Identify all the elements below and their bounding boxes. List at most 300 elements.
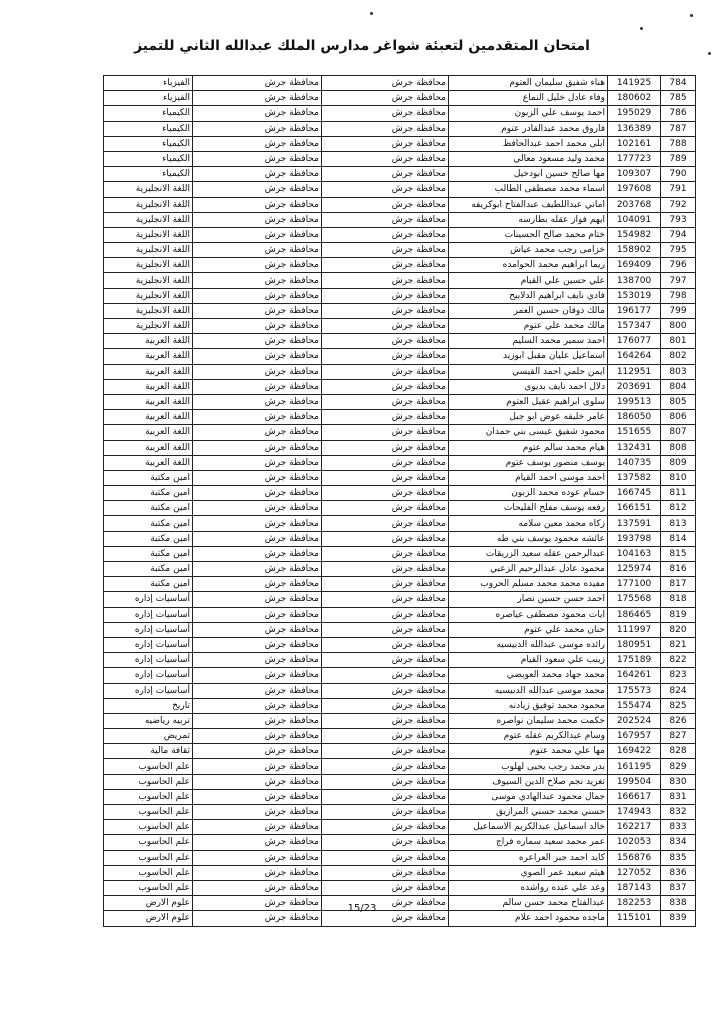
- directorate-cell: محافظة جرش: [193, 653, 322, 668]
- table-row: [104, 364, 696, 379]
- candidate-name-cell: اماني عبداللطيف عبدالفتاح ابوكريفه: [449, 197, 608, 212]
- governorate-cell: محافظة جرش: [322, 379, 449, 394]
- candidate-id-cell: 112951: [608, 364, 661, 379]
- row-number-cell: 791: [661, 182, 696, 197]
- subject-cell: أساسيات إداره: [104, 592, 193, 607]
- scan-speck-1: [370, 12, 373, 15]
- governorate-cell: محافظة جرش: [322, 789, 449, 804]
- directorate-cell: محافظة جرش: [193, 394, 322, 409]
- subject-cell: امين مكتبة: [104, 562, 193, 577]
- directorate-cell: محافظة جرش: [193, 562, 322, 577]
- table-body: [104, 76, 696, 927]
- row-number-cell: 789: [661, 151, 696, 166]
- subject-cell: علم الحاسوب: [104, 774, 193, 789]
- candidate-id-cell: 175573: [608, 683, 661, 698]
- table-row: [104, 744, 696, 759]
- directorate-cell: محافظة جرش: [193, 288, 322, 303]
- row-number-cell: 816: [661, 562, 696, 577]
- row-number-cell: 797: [661, 273, 696, 288]
- candidate-name-cell: حكمت محمد سليمان نواصره: [449, 713, 608, 728]
- candidate-name-cell: حنان محمد علي عتوم: [449, 622, 608, 637]
- candidate-name-cell: محمد وليد مسعود معالي: [449, 151, 608, 166]
- directorate-cell: محافظة جرش: [193, 744, 322, 759]
- subject-cell: الكيمياء: [104, 167, 193, 182]
- governorate-cell: محافظة جرش: [322, 91, 449, 106]
- candidate-id-cell: 162217: [608, 820, 661, 835]
- candidate-name-cell: فاروق محمد عبدالقادر عتوم: [449, 121, 608, 136]
- table-row: [104, 820, 696, 835]
- table-row: [104, 516, 696, 531]
- row-number-cell: 835: [661, 850, 696, 865]
- candidate-id-cell: 109307: [608, 167, 661, 182]
- row-number-cell: 785: [661, 91, 696, 106]
- candidate-id-cell: 166745: [608, 486, 661, 501]
- table-row: [104, 789, 696, 804]
- candidate-id-cell: 203691: [608, 379, 661, 394]
- candidate-id-cell: 195029: [608, 106, 661, 121]
- governorate-cell: محافظة جرش: [322, 668, 449, 683]
- candidate-name-cell: عامر خليفه عوض ابو جبل: [449, 410, 608, 425]
- row-number-cell: 801: [661, 334, 696, 349]
- table-row: [104, 167, 696, 182]
- candidate-name-cell: عبدالفتاح محمد حسن سالم: [449, 896, 608, 911]
- governorate-cell: محافظة جرش: [322, 713, 449, 728]
- subject-cell: اللغة الانجليزية: [104, 212, 193, 227]
- subject-cell: اللغة الانجليزية: [104, 243, 193, 258]
- candidate-id-cell: 187143: [608, 880, 661, 895]
- directorate-cell: محافظة جرش: [193, 364, 322, 379]
- directorate-cell: محافظة جرش: [193, 227, 322, 242]
- table-row: [104, 455, 696, 470]
- directorate-cell: محافظة جرش: [193, 713, 322, 728]
- candidate-id-cell: 104091: [608, 212, 661, 227]
- candidate-name-cell: دلال احمد نايف بديوي: [449, 379, 608, 394]
- subject-cell: علوم الارض: [104, 896, 193, 911]
- directorate-cell: محافظة جرش: [193, 258, 322, 273]
- row-number-cell: 830: [661, 774, 696, 789]
- row-number-cell: 814: [661, 531, 696, 546]
- row-number-cell: 788: [661, 136, 696, 151]
- table-row: [104, 303, 696, 318]
- governorate-cell: محافظة جرش: [322, 653, 449, 668]
- directorate-cell: محافظة جرش: [193, 850, 322, 865]
- table-row: [104, 562, 696, 577]
- row-number-cell: 790: [661, 167, 696, 182]
- governorate-cell: محافظة جرش: [322, 486, 449, 501]
- governorate-cell: محافظة جرش: [322, 349, 449, 364]
- candidate-id-cell: 102161: [608, 136, 661, 151]
- row-number-cell: 812: [661, 501, 696, 516]
- directorate-cell: محافظة جرش: [193, 167, 322, 182]
- row-number-cell: 807: [661, 425, 696, 440]
- subject-cell: علم الحاسوب: [104, 835, 193, 850]
- row-number-cell: 795: [661, 243, 696, 258]
- subject-cell: اللغة الانجليزية: [104, 182, 193, 197]
- candidate-id-cell: 202524: [608, 713, 661, 728]
- governorate-cell: محافظة جرش: [322, 197, 449, 212]
- directorate-cell: محافظة جرش: [193, 683, 322, 698]
- candidate-name-cell: احمد حسن حسين نصار: [449, 592, 608, 607]
- row-number-cell: 818: [661, 592, 696, 607]
- candidate-name-cell: احمد موسى احمد القيام: [449, 470, 608, 485]
- row-number-cell: 806: [661, 410, 696, 425]
- candidate-name-cell: مفيده محمد محمد مسلم الحروب: [449, 577, 608, 592]
- candidates-table: [103, 75, 696, 927]
- candidate-id-cell: 199513: [608, 394, 661, 409]
- candidate-name-cell: حسني محمد حسني المرازيق: [449, 805, 608, 820]
- candidate-id-cell: 127052: [608, 865, 661, 880]
- candidate-id-cell: 156876: [608, 850, 661, 865]
- governorate-cell: محافظة جرش: [322, 501, 449, 516]
- candidate-name-cell: علي حسين علي القيام: [449, 273, 608, 288]
- directorate-cell: محافظة جرش: [193, 805, 322, 820]
- table-row: [104, 592, 696, 607]
- governorate-cell: محافظة جرش: [322, 744, 449, 759]
- candidate-name-cell: محمود شفيق عيسى بني حمدان: [449, 425, 608, 440]
- directorate-cell: محافظة جرش: [193, 546, 322, 561]
- candidate-name-cell: حسام عوده محمد الزبون: [449, 486, 608, 501]
- governorate-cell: محافظة جرش: [322, 394, 449, 409]
- candidate-name-cell: هيثم سعيد عمر الصوي: [449, 865, 608, 880]
- directorate-cell: محافظة جرش: [193, 865, 322, 880]
- candidate-id-cell: 151655: [608, 425, 661, 440]
- row-number-cell: 836: [661, 865, 696, 880]
- candidate-name-cell: ريما ابراهيم محمد الحوامده: [449, 258, 608, 273]
- candidate-id-cell: 157347: [608, 319, 661, 334]
- candidate-id-cell: 104163: [608, 546, 661, 561]
- subject-cell: اللغة العربية: [104, 425, 193, 440]
- subject-cell: أساسيات إداره: [104, 607, 193, 622]
- subject-cell: امين مكتبة: [104, 577, 193, 592]
- governorate-cell: محافظة جرش: [322, 622, 449, 637]
- candidate-id-cell: 138700: [608, 273, 661, 288]
- table-row: [104, 880, 696, 895]
- row-number-cell: 792: [661, 197, 696, 212]
- row-number-cell: 815: [661, 546, 696, 561]
- directorate-cell: محافظة جرش: [193, 379, 322, 394]
- candidate-id-cell: 137591: [608, 516, 661, 531]
- row-number-cell: 817: [661, 577, 696, 592]
- table-row: [104, 334, 696, 349]
- candidate-name-cell: وفاء عادل خليل النماع: [449, 91, 608, 106]
- candidate-name-cell: كايد احمد جبر العراعره: [449, 850, 608, 865]
- table-row: [104, 349, 696, 364]
- candidate-name-cell: يوسف منصور يوسف عتوم: [449, 455, 608, 470]
- subject-cell: امين مكتبة: [104, 501, 193, 516]
- row-number-cell: 833: [661, 820, 696, 835]
- table-row: [104, 76, 696, 91]
- candidate-id-cell: 161195: [608, 759, 661, 774]
- subject-cell: أساسيات إداره: [104, 622, 193, 637]
- directorate-cell: محافظة جرش: [193, 911, 322, 926]
- row-number-cell: 793: [661, 212, 696, 227]
- candidate-id-cell: 166617: [608, 789, 661, 804]
- candidate-id-cell: 176077: [608, 334, 661, 349]
- candidate-id-cell: 153019: [608, 288, 661, 303]
- table-row: [104, 182, 696, 197]
- directorate-cell: محافظة جرش: [193, 470, 322, 485]
- subject-cell: امين مكتبة: [104, 516, 193, 531]
- candidate-name-cell: محمود عادل عبدالرحيم الزعبي: [449, 562, 608, 577]
- governorate-cell: محافظة جرش: [322, 592, 449, 607]
- candidate-id-cell: 174943: [608, 805, 661, 820]
- governorate-cell: محافظة جرش: [322, 805, 449, 820]
- directorate-cell: محافظة جرش: [193, 455, 322, 470]
- row-number-cell: 799: [661, 303, 696, 318]
- subject-cell: علوم الارض: [104, 911, 193, 926]
- candidate-name-cell: ايمن حلمي احمد القيسي: [449, 364, 608, 379]
- table-row: [104, 319, 696, 334]
- governorate-cell: محافظة جرش: [322, 243, 449, 258]
- table-row: [104, 698, 696, 713]
- candidate-name-cell: ماجده محمود احمد علام: [449, 911, 608, 926]
- governorate-cell: محافظة جرش: [322, 516, 449, 531]
- governorate-cell: محافظة جرش: [322, 546, 449, 561]
- directorate-cell: محافظة جرش: [193, 151, 322, 166]
- row-number-cell: 839: [661, 911, 696, 926]
- governorate-cell: محافظة جرش: [322, 258, 449, 273]
- directorate-cell: محافظة جرش: [193, 637, 322, 652]
- row-number-cell: 825: [661, 698, 696, 713]
- candidate-name-cell: ختام محمد صالح الحسينات: [449, 227, 608, 242]
- subject-cell: اللغة الانجليزية: [104, 197, 193, 212]
- table-row: [104, 136, 696, 151]
- directorate-cell: محافظة جرش: [193, 349, 322, 364]
- subject-cell: اللغة العربية: [104, 349, 193, 364]
- subject-cell: اللغة الانجليزية: [104, 319, 193, 334]
- candidate-name-cell: ايات محمود مصطفى عياصره: [449, 607, 608, 622]
- subject-cell: امين مكتبة: [104, 546, 193, 561]
- governorate-cell: محافظة جرش: [322, 759, 449, 774]
- subject-cell: امين مكتبة: [104, 486, 193, 501]
- governorate-cell: محافظة جرش: [322, 121, 449, 136]
- row-number-cell: 824: [661, 683, 696, 698]
- governorate-cell: محافظة جرش: [322, 319, 449, 334]
- candidate-id-cell: 136389: [608, 121, 661, 136]
- candidate-id-cell: 197608: [608, 182, 661, 197]
- candidate-name-cell: عائشه محمود يوسف بني طه: [449, 531, 608, 546]
- candidate-id-cell: 132431: [608, 440, 661, 455]
- subject-cell: تربيه رياضيه: [104, 713, 193, 728]
- governorate-cell: محافظة جرش: [322, 273, 449, 288]
- directorate-cell: محافظة جرش: [193, 334, 322, 349]
- governorate-cell: محافظة جرش: [322, 425, 449, 440]
- table-row: [104, 121, 696, 136]
- candidate-id-cell: 196177: [608, 303, 661, 318]
- directorate-cell: محافظة جرش: [193, 592, 322, 607]
- table-row: [104, 379, 696, 394]
- table-row: [104, 273, 696, 288]
- table-row: [104, 683, 696, 698]
- governorate-cell: محافظة جرش: [322, 136, 449, 151]
- table-row: [104, 106, 696, 121]
- candidate-id-cell: 169409: [608, 258, 661, 273]
- row-number-cell: 832: [661, 805, 696, 820]
- subject-cell: الفيزياء: [104, 76, 193, 91]
- governorate-cell: محافظة جرش: [322, 167, 449, 182]
- candidate-id-cell: 102053: [608, 835, 661, 850]
- candidate-name-cell: اسماء محمد مصطفى الطالب: [449, 182, 608, 197]
- governorate-cell: محافظة جرش: [322, 288, 449, 303]
- candidate-name-cell: عمر محمد سعيد سماره فراج: [449, 835, 608, 850]
- candidate-name-cell: احمد يوسف علي الزبون: [449, 106, 608, 121]
- candidate-name-cell: ايهم فواز عقله بطارسه: [449, 212, 608, 227]
- row-number-cell: 834: [661, 835, 696, 850]
- candidate-id-cell: 182253: [608, 896, 661, 911]
- candidate-id-cell: 186465: [608, 607, 661, 622]
- subject-cell: علم الحاسوب: [104, 865, 193, 880]
- governorate-cell: محافظة جرش: [322, 151, 449, 166]
- candidate-name-cell: رائده موسى عبدالله الدبيسيه: [449, 637, 608, 652]
- candidate-id-cell: 199504: [608, 774, 661, 789]
- candidate-id-cell: 180602: [608, 91, 661, 106]
- table-row: [104, 440, 696, 455]
- subject-cell: علم الحاسوب: [104, 880, 193, 895]
- table-row: [104, 546, 696, 561]
- candidate-name-cell: خالد اسماعيل عبدالكريم الاسماعيل: [449, 820, 608, 835]
- candidate-id-cell: 137582: [608, 470, 661, 485]
- candidate-id-cell: 125974: [608, 562, 661, 577]
- subject-cell: علم الحاسوب: [104, 789, 193, 804]
- row-number-cell: 784: [661, 76, 696, 91]
- table-row: [104, 850, 696, 865]
- table-row: [104, 865, 696, 880]
- row-number-cell: 805: [661, 394, 696, 409]
- candidate-id-cell: 166151: [608, 501, 661, 516]
- governorate-cell: محافظة جرش: [322, 774, 449, 789]
- row-number-cell: 828: [661, 744, 696, 759]
- subject-cell: اللغة الانجليزية: [104, 258, 193, 273]
- governorate-cell: محافظة جرش: [322, 227, 449, 242]
- row-number-cell: 823: [661, 668, 696, 683]
- governorate-cell: محافظة جرش: [322, 896, 449, 911]
- directorate-cell: محافظة جرش: [193, 76, 322, 91]
- candidate-name-cell: احمد سمير محمد السليم: [449, 334, 608, 349]
- table-row: [104, 288, 696, 303]
- governorate-cell: محافظة جرش: [322, 562, 449, 577]
- directorate-cell: محافظة جرش: [193, 729, 322, 744]
- directorate-cell: محافظة جرش: [193, 501, 322, 516]
- directorate-cell: محافظة جرش: [193, 121, 322, 136]
- candidate-id-cell: 164264: [608, 349, 661, 364]
- row-number-cell: 811: [661, 486, 696, 501]
- subject-cell: أساسيات إداره: [104, 668, 193, 683]
- governorate-cell: محافظة جرش: [322, 850, 449, 865]
- directorate-cell: محافظة جرش: [193, 835, 322, 850]
- directorate-cell: محافظة جرش: [193, 136, 322, 151]
- subject-cell: علم الحاسوب: [104, 805, 193, 820]
- table-row: [104, 197, 696, 212]
- subject-cell: اللغة العربية: [104, 394, 193, 409]
- candidate-id-cell: 177723: [608, 151, 661, 166]
- directorate-cell: محافظة جرش: [193, 486, 322, 501]
- row-number-cell: 819: [661, 607, 696, 622]
- candidate-name-cell: ابلى محمد احمد عبدالحافظ: [449, 136, 608, 151]
- directorate-cell: محافظة جرش: [193, 91, 322, 106]
- candidate-id-cell: 140735: [608, 455, 661, 470]
- table-row: [104, 258, 696, 273]
- row-number-cell: 802: [661, 349, 696, 364]
- directorate-cell: محافظة جرش: [193, 303, 322, 318]
- table-row: [104, 835, 696, 850]
- governorate-cell: محافظة جرش: [322, 835, 449, 850]
- table-row: [104, 759, 696, 774]
- row-number-cell: 838: [661, 896, 696, 911]
- candidate-name-cell: اسماعيل عليان مقبل ابوزيد: [449, 349, 608, 364]
- subject-cell: تمريض: [104, 729, 193, 744]
- directorate-cell: محافظة جرش: [193, 880, 322, 895]
- governorate-cell: محافظة جرش: [322, 577, 449, 592]
- subject-cell: أساسيات إداره: [104, 683, 193, 698]
- candidate-name-cell: رفعه يوسف مفلح الفليحات: [449, 501, 608, 516]
- page-number: 15/23: [347, 903, 377, 914]
- row-number-cell: 808: [661, 440, 696, 455]
- governorate-cell: محافظة جرش: [322, 76, 449, 91]
- table-row: [104, 622, 696, 637]
- candidate-id-cell: 169422: [608, 744, 661, 759]
- subject-cell: الفيزياء: [104, 91, 193, 106]
- directorate-cell: محافظة جرش: [193, 698, 322, 713]
- table-row: [104, 729, 696, 744]
- governorate-cell: محافظة جرش: [322, 470, 449, 485]
- row-number-cell: 809: [661, 455, 696, 470]
- subject-cell: امين مكتبة: [104, 470, 193, 485]
- table-row: [104, 243, 696, 258]
- candidate-id-cell: 164261: [608, 668, 661, 683]
- directorate-cell: محافظة جرش: [193, 774, 322, 789]
- subject-cell: تاريخ: [104, 698, 193, 713]
- row-number-cell: 821: [661, 637, 696, 652]
- row-number-cell: 786: [661, 106, 696, 121]
- candidate-name-cell: هيام محمد سالم عتوم: [449, 440, 608, 455]
- table-row: [104, 805, 696, 820]
- governorate-cell: محافظة جرش: [322, 865, 449, 880]
- candidate-name-cell: وسام عبدالكريم عقله عتوم: [449, 729, 608, 744]
- subject-cell: اللغة العربية: [104, 379, 193, 394]
- row-number-cell: 827: [661, 729, 696, 744]
- governorate-cell: محافظة جرش: [322, 303, 449, 318]
- directorate-cell: محافظة جرش: [193, 531, 322, 546]
- directorate-cell: محافظة جرش: [193, 425, 322, 440]
- directorate-cell: محافظة جرش: [193, 440, 322, 455]
- governorate-cell: محافظة جرش: [322, 531, 449, 546]
- row-number-cell: 829: [661, 759, 696, 774]
- table-row: [104, 394, 696, 409]
- candidate-name-cell: وعد علي عبده رواشده: [449, 880, 608, 895]
- subject-cell: اللغة العربية: [104, 455, 193, 470]
- candidate-name-cell: تغريد نجم صلاح الدين السيوف: [449, 774, 608, 789]
- candidate-id-cell: 115101: [608, 911, 661, 926]
- governorate-cell: محافظة جرش: [322, 212, 449, 227]
- directorate-cell: محافظة جرش: [193, 759, 322, 774]
- row-number-cell: 826: [661, 713, 696, 728]
- directorate-cell: محافظة جرش: [193, 243, 322, 258]
- row-number-cell: 796: [661, 258, 696, 273]
- table-row: [104, 486, 696, 501]
- candidate-id-cell: 193798: [608, 531, 661, 546]
- candidate-id-cell: 175189: [608, 653, 661, 668]
- candidate-name-cell: بدر محمد رجب يحيى لهلوب: [449, 759, 608, 774]
- subject-cell: اللغة الانجليزية: [104, 273, 193, 288]
- governorate-cell: محافظة جرش: [322, 106, 449, 121]
- directorate-cell: محافظة جرش: [193, 197, 322, 212]
- governorate-cell: محافظة جرش: [322, 637, 449, 652]
- directorate-cell: محافظة جرش: [193, 212, 322, 227]
- candidate-name-cell: مالك محمد علي عتوم: [449, 319, 608, 334]
- directorate-cell: محافظة جرش: [193, 106, 322, 121]
- candidate-id-cell: 155474: [608, 698, 661, 713]
- directorate-cell: محافظة جرش: [193, 319, 322, 334]
